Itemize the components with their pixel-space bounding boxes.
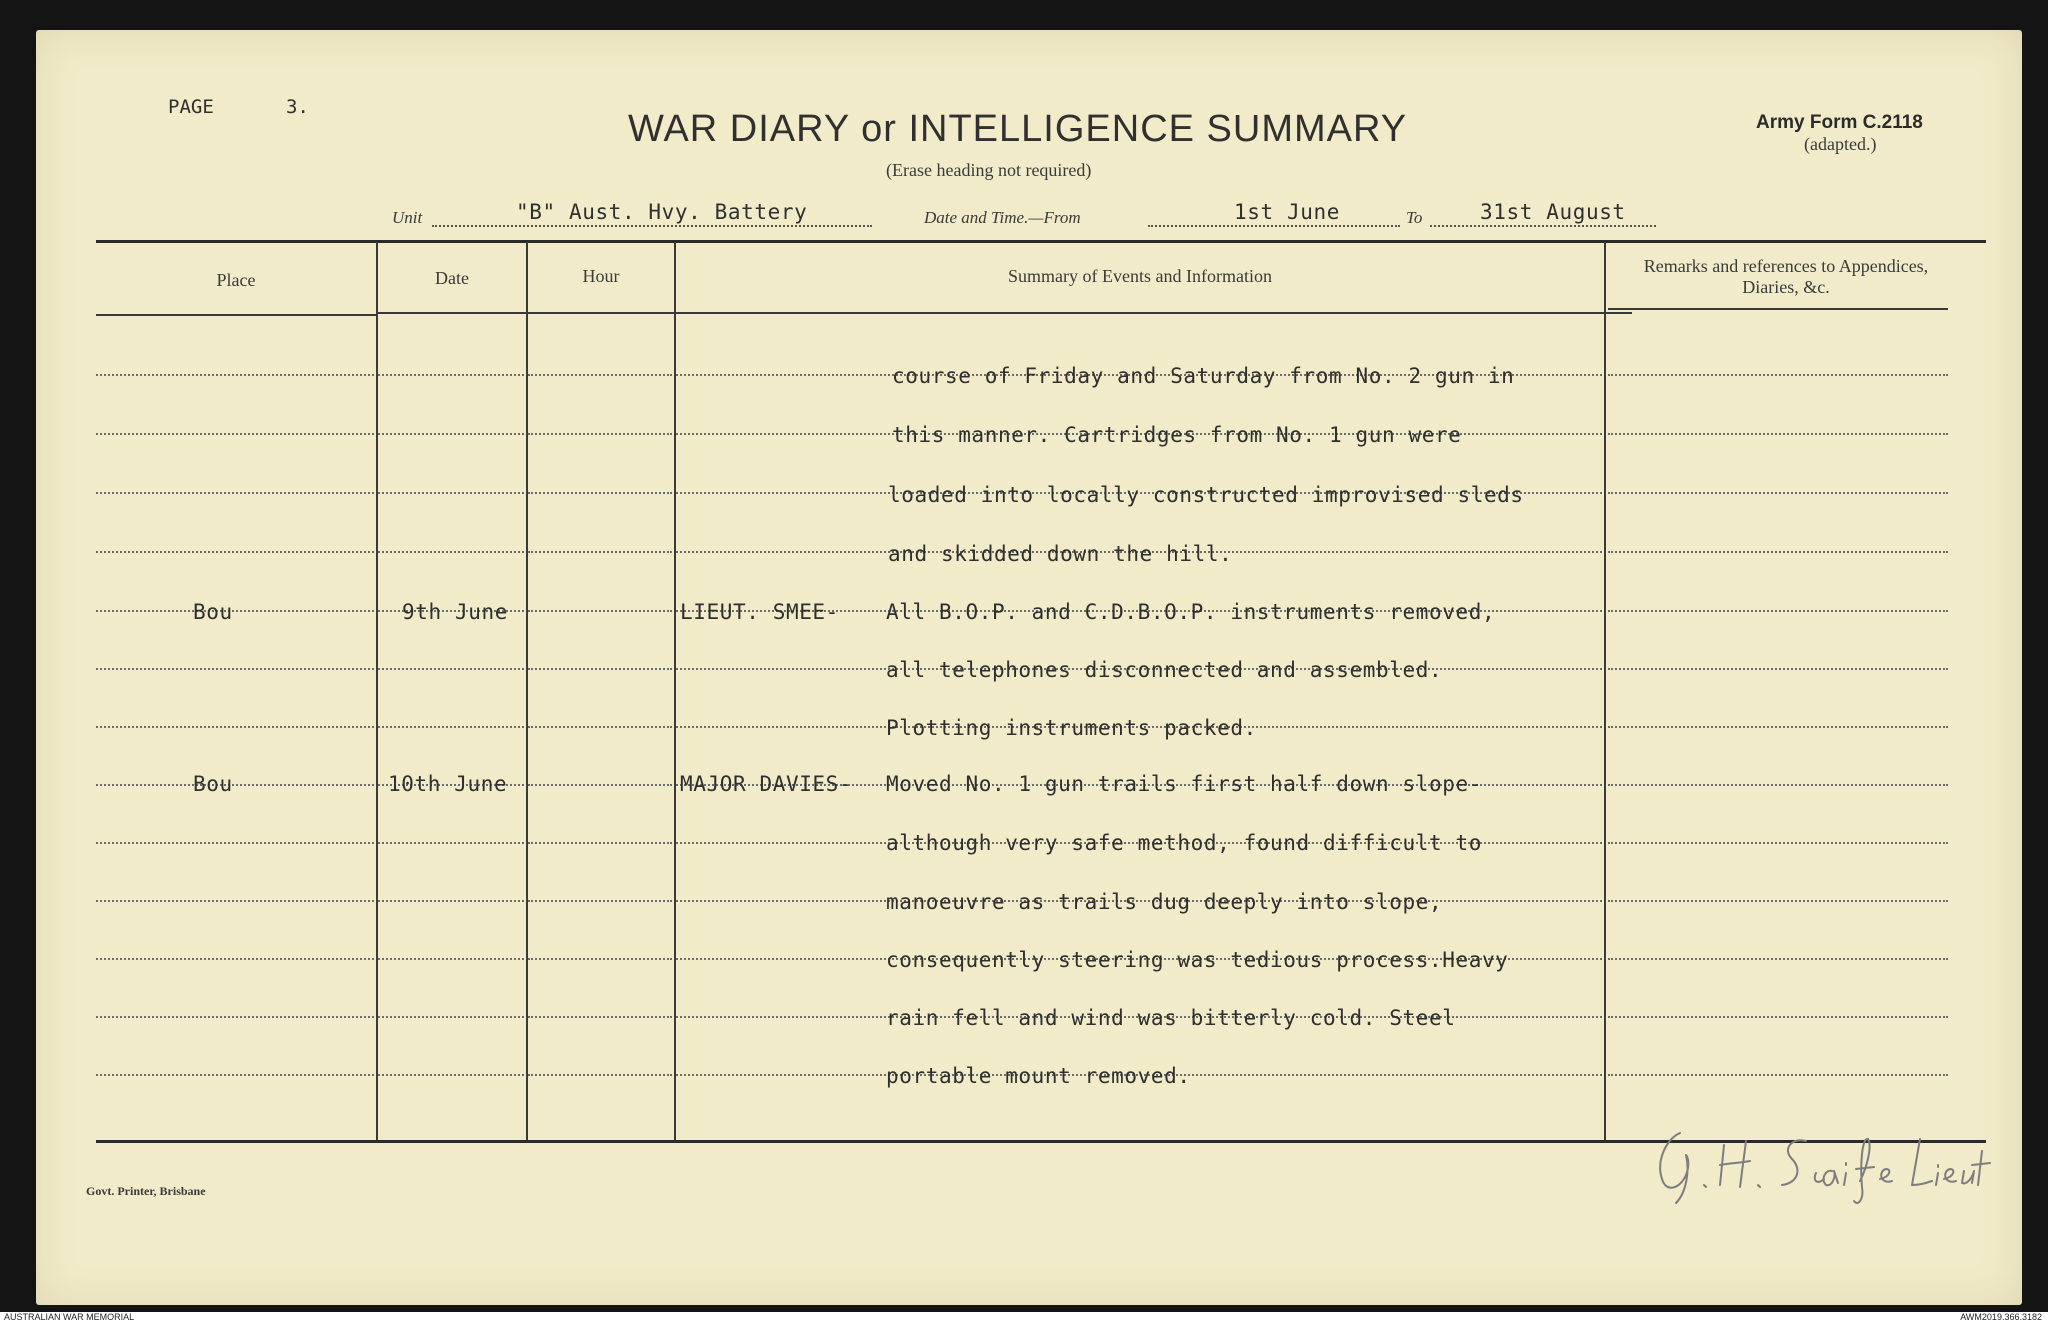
summary-cell: rain fell and wind was bitterly cold. Steel: [886, 1006, 1456, 1030]
from-dotline: [1148, 225, 1400, 227]
ruled-dotted-line: [378, 1074, 524, 1076]
ruled-dotted-line: [528, 492, 672, 494]
form-adapted-note: (adapted.): [1804, 134, 1877, 154]
ruled-dotted-line: [528, 842, 672, 844]
header-rule-place: [96, 314, 376, 316]
ruled-dotted-line: [528, 668, 672, 670]
ruled-dotted-line: [528, 1074, 672, 1076]
officer-cell: MAJOR DAVIES-: [680, 772, 853, 796]
form-number: Army Form C.2118: [1756, 112, 1923, 133]
header-summary: Summary of Events and Information: [1008, 266, 1272, 286]
unit-label: Unit: [392, 208, 423, 227]
summary-cell: Moved No. 1 gun trails first half down slope-: [886, 772, 1482, 796]
ruled-dotted-line: [528, 784, 672, 786]
ruled-dotted-line: [1608, 900, 1948, 902]
summary-cell: portable mount removed.: [886, 1064, 1191, 1088]
page-number: 3.: [286, 96, 309, 118]
summary-cell: All B.O.P. and C.D.B.O.P. instruments removed,: [886, 600, 1496, 624]
header-place: Place: [216, 270, 256, 290]
ruled-dotted-line: [378, 433, 524, 435]
from-date-value: 1st June: [1234, 200, 1340, 224]
ruled-dotted-line: [96, 668, 374, 670]
ruled-dotted-line: [96, 374, 374, 376]
officer-cell: LIEUT. SMEE-: [680, 600, 839, 624]
unit-value: "B" Aust. Hvy. Battery: [516, 200, 808, 224]
column-divider-date: [526, 242, 528, 1140]
summary-cell: this manner. Cartridges from No. 1 gun were: [892, 423, 1462, 447]
ruled-dotted-line: [96, 784, 374, 786]
column-divider-hour: [674, 242, 676, 1140]
diary-page: [36, 30, 2022, 1305]
ruled-dotted-line: [96, 433, 374, 435]
ruled-dotted-line: [378, 668, 524, 670]
ruled-dotted-line: [1608, 492, 1948, 494]
ruled-dotted-line: [1608, 610, 1948, 612]
printer-note: Govt. Printer, Brisbane: [86, 1184, 206, 1198]
ruled-dotted-line: [1608, 551, 1948, 553]
archive-caption-right: AWM2019.366.3182: [1960, 1312, 2042, 1322]
ruled-dotted-line: [378, 492, 524, 494]
ruled-dotted-line: [528, 1016, 672, 1018]
ruled-dotted-line: [528, 726, 672, 728]
ruled-dotted-line: [378, 958, 524, 960]
ruled-dotted-line: [528, 958, 672, 960]
ruled-dotted-line: [96, 842, 374, 844]
header-hour: Hour: [582, 266, 620, 286]
ruled-dotted-line: [96, 958, 374, 960]
header-date: Date: [435, 268, 469, 288]
ruled-dotted-line: [96, 551, 374, 553]
unit-dotline: [432, 225, 872, 227]
header-remarks: Remarks and references to Appendices, Diaries, &c.: [1643, 256, 1929, 297]
ruled-dotted-line: [1608, 842, 1948, 844]
date-cell: 9th June: [402, 600, 508, 624]
ruled-dotted-line: [96, 1016, 374, 1018]
ruled-dotted-line: [1608, 668, 1948, 670]
ruled-dotted-line: [528, 900, 672, 902]
ruled-dotted-line: [96, 900, 374, 902]
ruled-dotted-line: [528, 433, 672, 435]
handwritten-signature: [1646, 1115, 2006, 1205]
date-cell: 10th June: [388, 772, 508, 796]
ruled-dotted-line: [1608, 726, 1948, 728]
ruled-dotted-line: [378, 1016, 524, 1018]
ruled-dotted-line: [1608, 433, 1948, 435]
summary-cell: course of Friday and Saturday from No. 2 gun in: [892, 364, 1515, 388]
ruled-dotted-line: [528, 610, 672, 612]
document-subtitle: (Erase heading not required): [886, 160, 1092, 180]
table-top-rule: [96, 240, 1986, 243]
header-rule-main: [378, 312, 1632, 314]
column-divider-summary: [1604, 242, 1606, 1140]
ruled-dotted-line: [378, 900, 524, 902]
column-divider-place: [376, 242, 378, 1140]
ruled-dotted-line: [1608, 1074, 1948, 1076]
header-rule-remarks: [1608, 308, 1948, 310]
summary-cell: although very safe method, found difficult to: [886, 831, 1482, 855]
ruled-dotted-line: [96, 1074, 374, 1076]
summary-cell: Plotting instruments packed.: [886, 716, 1257, 740]
ruled-dotted-line: [378, 726, 524, 728]
summary-cell: and skidded down the hill.: [888, 542, 1233, 566]
to-date-value: 31st August: [1480, 200, 1626, 224]
ruled-dotted-line: [96, 726, 374, 728]
ruled-dotted-line: [528, 374, 672, 376]
to-dotline: [1430, 225, 1656, 227]
ruled-dotted-line: [378, 374, 524, 376]
summary-cell: all telephones disconnected and assembled.: [886, 658, 1443, 682]
ruled-dotted-line: [1608, 958, 1948, 960]
ruled-dotted-line: [1608, 784, 1948, 786]
archive-caption-left: AUSTRALIAN WAR MEMORIAL: [4, 1312, 135, 1322]
ruled-dotted-line: [378, 842, 524, 844]
place-cell: Bou: [193, 600, 233, 624]
ruled-dotted-line: [1608, 374, 1948, 376]
ruled-dotted-line: [96, 610, 374, 612]
date-time-label: Date and Time.—From: [924, 208, 1081, 227]
summary-cell: loaded into locally constructed improvised sleds: [888, 483, 1524, 507]
place-cell: Bou: [193, 772, 233, 796]
ruled-dotted-line: [1608, 1016, 1948, 1018]
page-label: PAGE: [168, 96, 214, 118]
summary-cell: consequently steering was tedious process.Heavy: [886, 948, 1509, 972]
document-title: WAR DIARY or INTELLIGENCE SUMMARY: [628, 108, 1408, 150]
ruled-dotted-line: [378, 551, 524, 553]
ruled-dotted-line: [96, 492, 374, 494]
to-label: To: [1406, 208, 1423, 227]
summary-cell: manoeuvre as trails dug deeply into slope,: [886, 890, 1443, 914]
ruled-dotted-line: [528, 551, 672, 553]
